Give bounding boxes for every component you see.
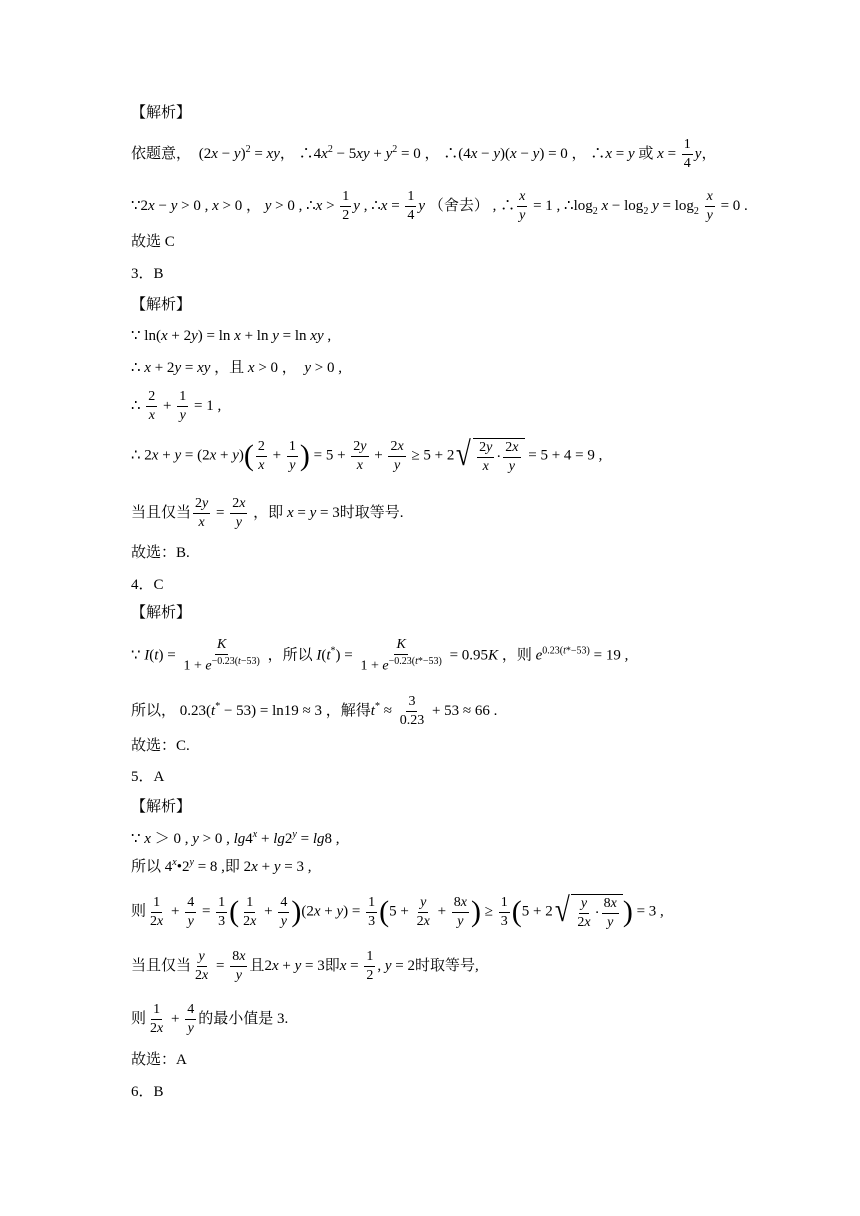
math: x = y = 3	[286, 504, 340, 521]
text: 时取等号.	[339, 504, 404, 521]
analysis-label-5: 【解析】	[131, 799, 192, 815]
p2-line-1	[131, 138, 716, 171]
q3-line-3: ∴ $\frac{2}{x}$ + $\frac{1}{y}$ = 1 ,	[131, 389, 222, 423]
math: ∵2x − y > 0 , x > 0 ， y > 0 , ∴x > $\frac{1}{2}$ y , ∴x = $\frac{1}{4}$ y	[131, 189, 426, 223]
text: ，即	[253, 504, 284, 521]
text: ，所以	[267, 647, 313, 664]
text: （舍去）	[428, 197, 489, 214]
math: ∴ x + 2y = xy	[131, 360, 211, 376]
text: 所以，	[131, 702, 177, 719]
q4-answer: 4．C	[131, 577, 164, 593]
q6-answer: 6．B	[131, 1084, 164, 1100]
math: , ∴ $\frac{x}{y}$ = 1 , $\therefore\log_2$ $x - \log_2 y = \log_2$ $\frac{x}{y}$ = 0 .	[492, 189, 748, 223]
text: 且	[249, 957, 265, 974]
q3-line-4: ∴ 2x + y = (2x + y)( $\frac{2}{x}$ + $\frac{1}{y}$ ) = 5 + $\frac{2y}{x}$ + $\frac{2x}{y}$ ≥ 5 + 2 √ $\frac{2y}{x}$ · $\frac{2x}{y}$ = 5 + 4 = 9 ,	[131, 436, 603, 474]
text: 即	[324, 957, 340, 974]
text: ,即	[221, 859, 240, 875]
text: ，解得	[325, 702, 371, 719]
text: 当且仅当	[131, 504, 192, 521]
math: x > 0 ， y > 0 ,	[247, 360, 342, 376]
text: 依题意，	[131, 145, 192, 162]
analysis-label-3: 【解析】	[131, 297, 192, 313]
text: 当且仅当	[131, 957, 192, 974]
text: 则	[131, 903, 147, 920]
q5-line-2: 所以 $4^x•2^y = 8$ ,即 2x + y = 3 ,	[131, 857, 312, 875]
q3-line-1: ∵ ln(x + 2y) = ln x + ln y = ln xy ,	[131, 328, 332, 344]
analysis-label-2: 【解析】	[131, 105, 192, 121]
q3-line-2	[131, 361, 342, 376]
text: ，则	[501, 647, 532, 664]
q4-line-1: ∵ I(t) = $\frac{K}{1 + e^{-0.23(t-53)}}$ ，所以 I(t*) = $\frac{K}{1 + e^{-0.23(t*-53)}}$ = 0.95K ，则 $e^{0.23(t*-53)} = 19$ ,	[131, 637, 629, 674]
choose-b-line: 故选：B.	[131, 545, 190, 561]
choose-a-line: 故选：A	[131, 1052, 187, 1068]
text: 则	[131, 1010, 147, 1027]
q5-line-4: 当且仅当 $\frac{y}{2x}$ = $\frac{8x}{y}$ 且2x + y = 3即x = $\frac{1}{2}$ , y = 2时取等号,	[131, 949, 479, 983]
analysis-label-4: 【解析】	[131, 605, 192, 621]
q5-line-3: 则 $\frac{1}{2x}$ + $\frac{4}{y}$ = $\frac{1}{3}$ ( $\frac{1}{2x}$ + $\frac{4}{y}$ )(2x + y) = $\frac{1}{3}$ (5 + $\frac{y}{2x}$ + $\frac{8x}{y}$ ) ≥ $\frac{1}{3}$ (5 + 2 √ $\frac{y}{2x}$ · $\frac{8x}{y}$ ) = 3 ,	[131, 892, 664, 930]
q4-line-2: 所以， 0.23(t* − 53) = ln19 ≈ 3 ，解得t* ≈ $\frac{3}{0.23}$ + 53 ≈ 66 .	[131, 694, 498, 728]
q5-line-5: 则 $\frac{1}{2x}$ + $\frac{4}{y}$ 的最小值是 3.	[131, 1002, 289, 1036]
text: 的最小值是 3.	[198, 1010, 289, 1027]
text: 或	[638, 145, 654, 162]
math: $(2x - y)^2$ = xy， $\therefore 4x^2 - 5xy + y^2 = 0$ ， ∴(4x − y)(x − y) = 0 ， ∴x = y	[198, 143, 635, 162]
q3-line-5: 当且仅当 $\frac{2y}{x}$ = $\frac{2x}{y}$ ，即 x = y = 3时取等号.	[131, 496, 404, 530]
text: 时取等号,	[415, 957, 479, 974]
math: x = $\frac{1}{4}$ y，	[657, 137, 717, 171]
choose-c-line: 故选 C	[131, 234, 175, 250]
p2-line-2	[131, 190, 748, 223]
q5-answer: 5．A	[131, 769, 165, 785]
text: ，且	[214, 360, 245, 376]
choose-c2-line: 故选：C.	[131, 738, 190, 754]
q3-answer: 3．B	[131, 266, 164, 282]
q5-line-1: ∵ x ＞ 0 , y > 0 , $\lg 4^x + \lg 2^y = \lg 8$ ,	[131, 829, 340, 847]
text: 所以	[131, 859, 162, 875]
